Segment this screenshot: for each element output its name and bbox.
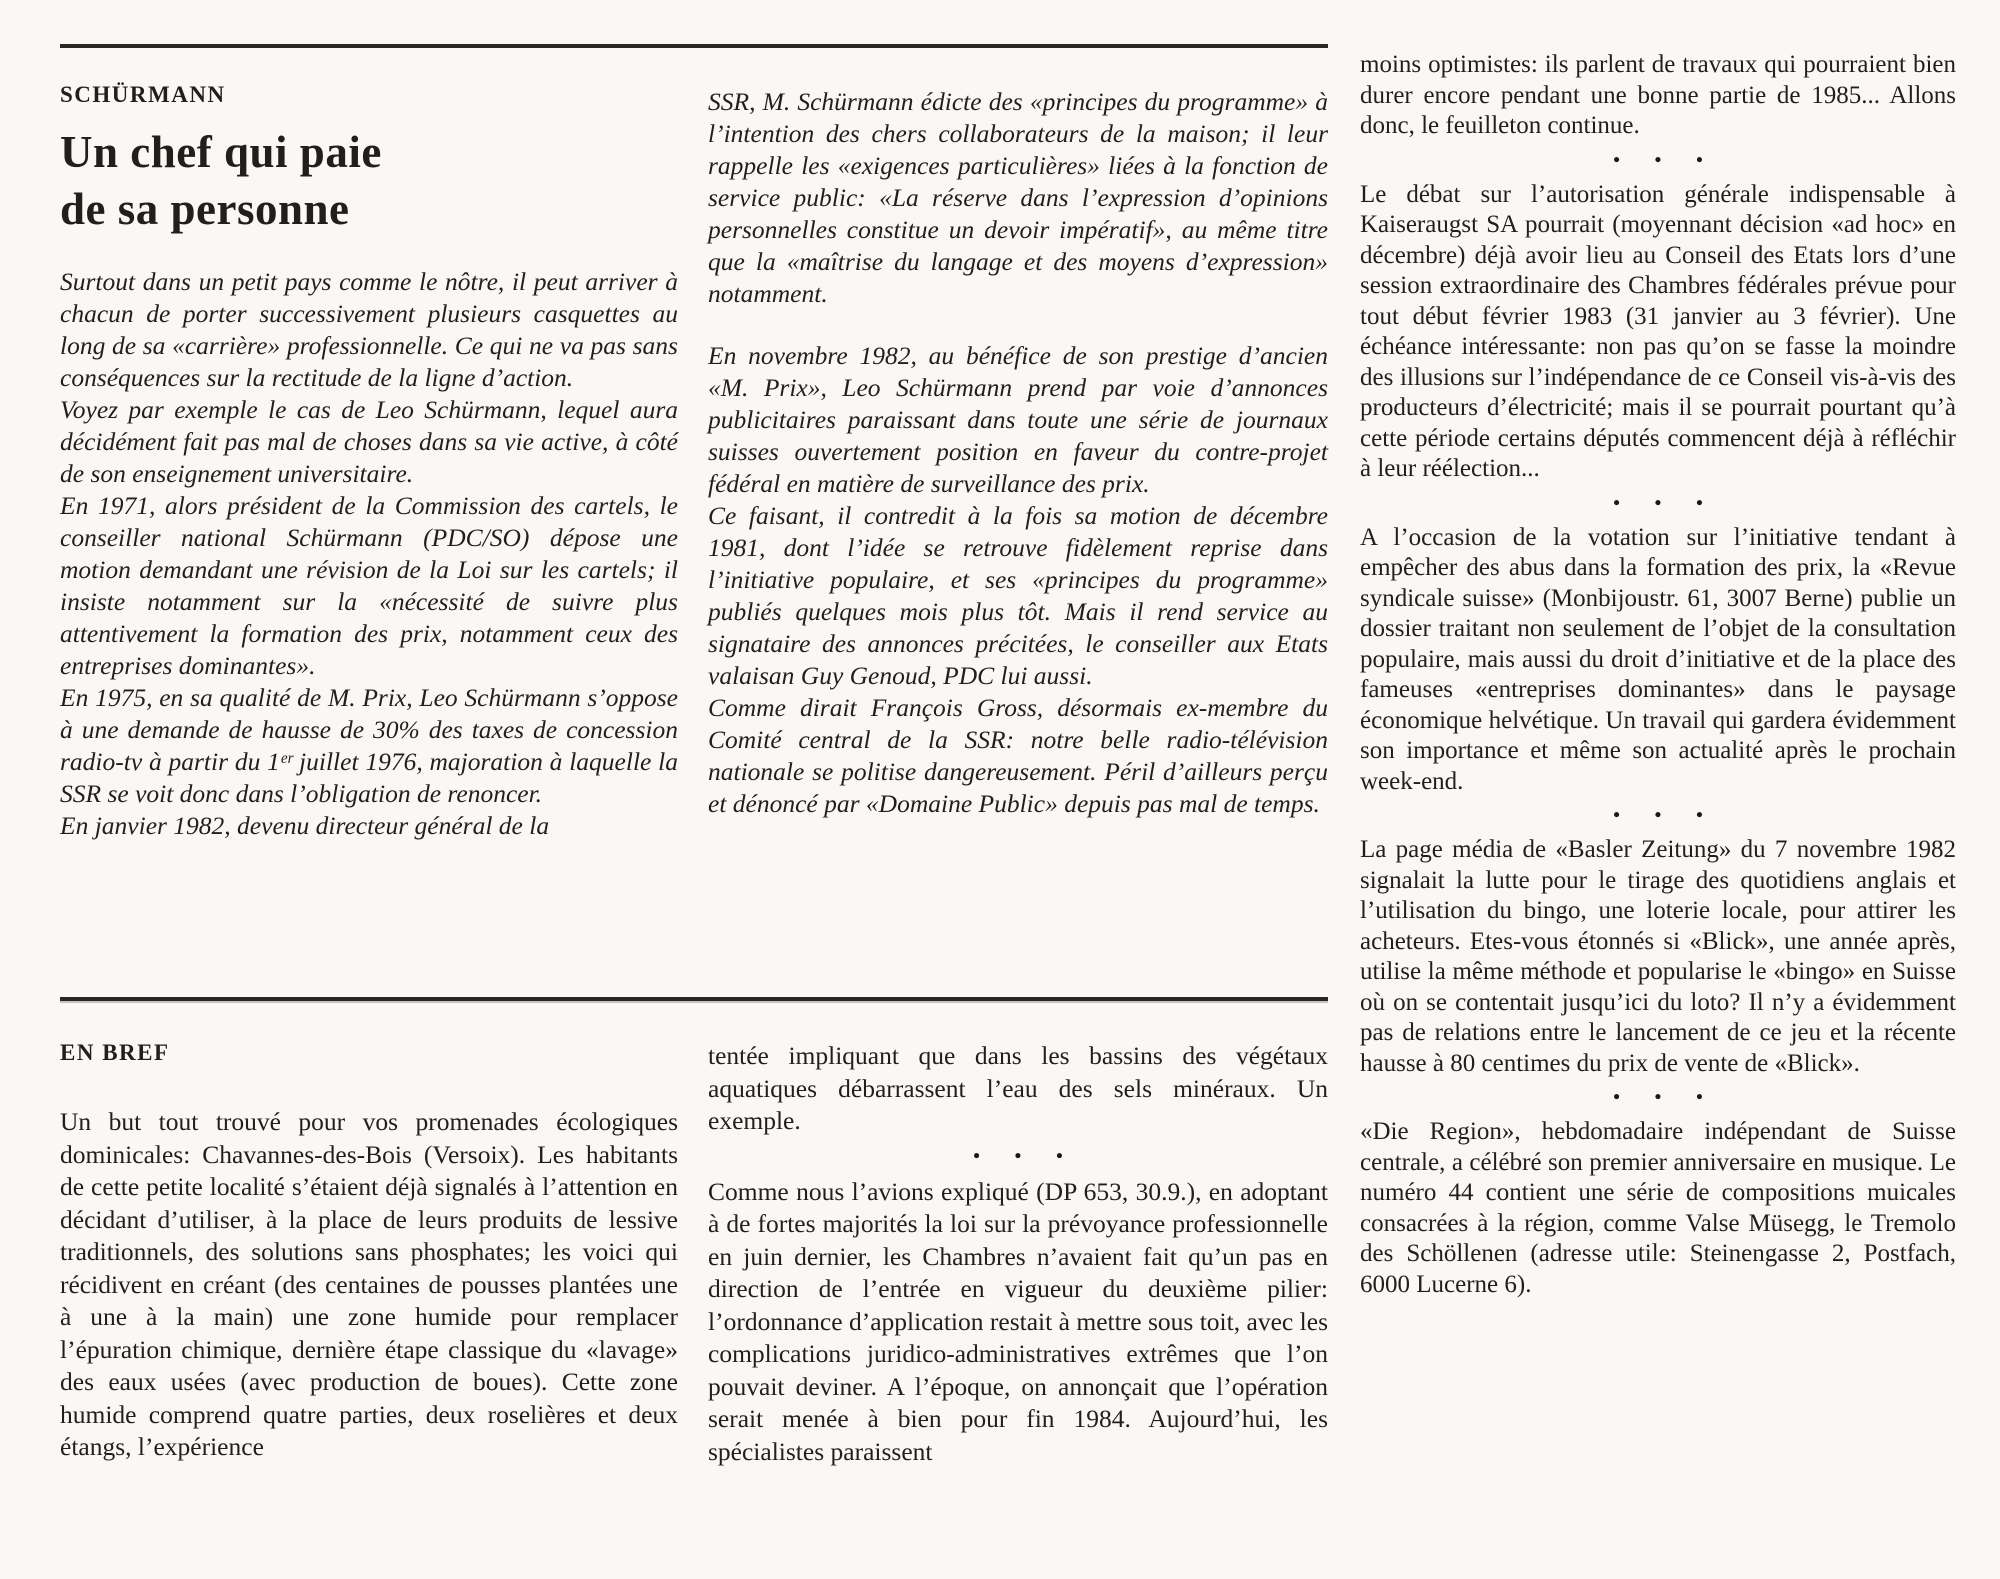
article-kicker: SCHÜRMANN: [60, 82, 226, 107]
article-column-1: [60, 82, 678, 842]
middle-horizontal-rule: [60, 997, 1328, 1001]
section-separator-dots: • • •: [1613, 149, 1703, 171]
article-paragraph: En 1975, en sa qualité de M. Prix, Leo Schürmann s’oppose à une demande de hausse de 30% des taxes de concession radio-tv à partir du 1ᵉʳ juillet 1976, majoration à laquelle la SSR se voit donc dans l’obligation de renoncer.: [60, 683, 678, 808]
en-bref-paragraph: Comme nous l’avions expliqué (DP 653, 30.9.), en adoptant à de fortes majorités la loi sur la prévoyance professionnelle en juin dernier, les Chambres n’avaient fait qu’un pas en direction de l’entrée en vigueur du deuxième pilier: l’ordonnance d’application restait à mettre sous toit, avec les complications juridico-administratives extrêmes que l’on pouvait deviner. A l’époque, on annonçait que l’opération serait menée à bien pour fin 1984. Aujourd’hui, les spécialistes paraissent: [708, 1176, 1328, 1466]
article-paragraph: En janvier 1982, devenu directeur général de la: [60, 811, 550, 840]
article-title-line1: Un chef qui paie: [60, 127, 382, 177]
top-horizontal-rule: [60, 44, 1328, 48]
article-paragraph: Voyez par exemple le cas de Leo Schürmann, lequel aura décidément fait pas mal de choses dans sa vie active, à côté de son enseignement universitaire.: [60, 395, 678, 488]
section-en-bref: [60, 1040, 1328, 1468]
en-bref-column-2: [708, 1040, 1328, 1468]
article-title: [60, 124, 678, 238]
news-column-right: [1360, 50, 1956, 1300]
section-separator-dots: • • •: [1613, 805, 1703, 826]
en-bref-header: EN BREF: [60, 1040, 170, 1065]
section-separator-dots: • • •: [973, 1145, 1063, 1167]
article-title-line2: de sa personne: [60, 184, 350, 234]
en-bref-paragraph: Un but tout trouvé pour vos promenades écologiques dominicales: Chavannes-des-Bois (Versoix). Les habitants de cette petite localité s’étaient déjà signalés à l’attention en décidant d’utiliser, à la place de leurs produits de lessive traditionnels, des solutions sans phosphates; les voici qui récidivent en créant (des centaines de pousses plantées une à une à la main) une zone humide pour remplacer l’épuration chimique, dernière étape classique du «lavage» des eaux usées (avec production de boues). Cette zone humide comprend quatre parties, deux roselières et deux étangs, l’expérience: [60, 1107, 678, 1461]
section-separator-dots: • • •: [1613, 492, 1703, 514]
news-item-paragraph: A l’occasion de la votation sur l’initiative tendant à empêcher des abus dans la formation des prix, la «Revue syndicale suisse» (Monbijoustr. 61, 3007 Berne) publie un dossier traitant non seulement de l’objet de la consultation populaire, mais aussi du droit d’initiative et de la place des fameuses «entreprises dominantes» dans le paysage économique helvétique. Un travail qui gardera évidemment son importance et même son actualité après le prochain week-end.: [1360, 523, 1956, 795]
news-item-paragraph: moins optimistes: ils parlent de travaux qui pourraient bien durer encore pendant une bonne partie de 1985... Allons donc, le feuilleton continue.: [1360, 51, 1956, 139]
en-bref-paragraph: tentée impliquant que dans les bassins des végétaux aquatiques débarrassent l’eau des sels minéraux. Un exemple.: [708, 1041, 1328, 1135]
article-paragraph: SSR, M. Schürmann édicte des «principes du programme» à l’intention des chers collaborateurs de la maison; il leur rappelle les «exigences particulières» liées à la fonction de service public: «La réserve dans l’expression d’opinions personnelles constitue un devoir impératif», au même titre que la «maîtrise du langage et des moyens d’expression» notamment.: [708, 87, 1328, 308]
article-schurmann: [60, 82, 1328, 842]
article-paragraph: Comme dirait François Gross, désormais ex-membre du Comité central de la SSR: notre belle radio-télévision nationale se politise dangereusement. Péril d’ailleurs perçu et dénoncé par «Domaine Public» depuis pas mal de temps.: [708, 693, 1328, 818]
article-paragraph: Ce faisant, il contredit à la fois sa motion de décembre 1981, dont l’idée se retrouve fidèlement reprise dans l’initiative populaire, et ses «principes du programme» publiés quelques mois plus tôt. Mais il rend service au signataire des annonces précitées, le conseiller aux Etats valaisan Guy Genoud, PDC lui aussi.: [708, 501, 1328, 690]
article-paragraph: En novembre 1982, au bénéfice de son prestige d’ancien «M. Prix», Leo Schürmann prend par voie d’annonces publicitaires paraissant dans toute une série de journaux suisses ouvertement position en faveur du contre-projet fédéral en matière de surveillance des prix.: [708, 341, 1328, 498]
article-column-2: [708, 82, 1328, 842]
news-item-paragraph: La page média de «Basler Zeitung» du 7 novembre 1982 signalait la lutte pour le tirage des quotidiens anglais et l’utilisation du bingo, une loterie locale, pour attirer les acheteurs. Etes-vous étonnés si «Blick», une année après, utilise la même méthode et popularise le «bingo» en Suisse où on se contentait jusqu’ici du loto? Il n’y a évidemment pas de relations entre le lancement de ce jeu et la récente hausse à 80 centimes du prix de vente de «Blick».: [1360, 836, 1956, 1077]
article-paragraph: Surtout dans un petit pays comme le nôtre, il peut arriver à chacun de porter successivement plusieurs casquettes au long de sa «carrière» professionnelle. Ce qui ne va pas sans conséquences sur la rectitude de la ligne d’action.: [60, 267, 678, 392]
news-item-paragraph: Le débat sur l’autorisation générale indispensable à Kaiseraugst SA pourrait (moyennant décision «ad hoc» en décembre) déjà avoir lieu au Conseil des Etats lors d’une session extraordinaire des Chambres fédérales prévue pour tout début février 1983 (31 janvier au 3 février). Une échéance intéressante: non pas qu’on se fasse la moindre des illusions sur l’indépendance de ce Conseil vis-à-vis des producteurs d’électricité; mais il se pourrait pourtant qu’à cette période certains députés commencent déjà à réfléchir à leur réélection...: [1360, 180, 1956, 482]
news-item-paragraph: «Die Region», hebdomadaire indépendant de Suisse centrale, a célébré son premier anniversaire en musique. Le numéro 44 contient une série de compositions muicales consacrées à la région, comme Valse Müsegg, le Tremolo des Schöllenen (adresse utile: Steinengasse 2, Postfach, 6000 Lucerne 6).: [1360, 1118, 1956, 1298]
en-bref-column-1: [60, 1040, 678, 1468]
article-paragraph: En 1971, alors président de la Commission des cartels, le conseiller national Schürmann (PDC/SO) dépose une motion demandant une révision de la Loi sur les cartels; il insiste notamment sur la «nécessité de suivre plus attentivement la formation des prix, notamment ceux des entreprises dominantes».: [60, 491, 678, 680]
section-separator-dots: • • •: [1613, 1087, 1703, 1108]
